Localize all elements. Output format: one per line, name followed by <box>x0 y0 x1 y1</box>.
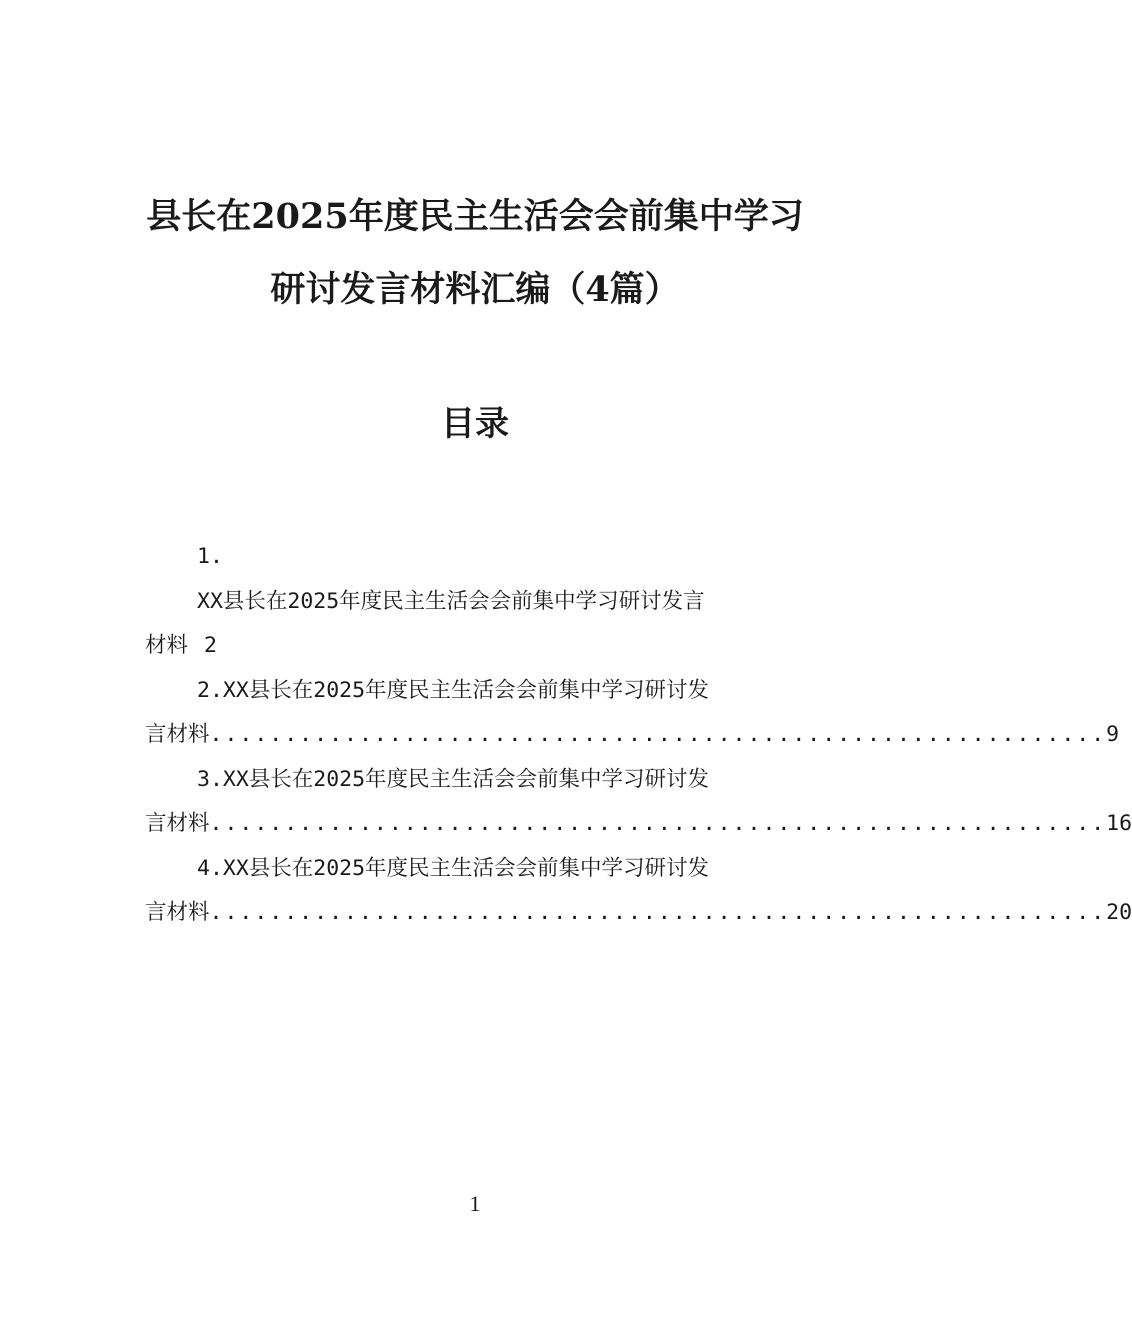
toc-entry-3-page: 16 <box>1106 811 1132 836</box>
toc-entry-1-title[interactable]: XX县长在2025年度民主生活会会前集中学习研讨发言 <box>197 589 705 614</box>
toc-entry-2-label: 言材料 <box>145 722 210 747</box>
toc-entry-3-label: 言材料 <box>145 811 210 836</box>
document-title-line-1: 县长在2025年度民主生活会会前集中学习 <box>146 196 804 237</box>
toc-entry-1-label: 材料 <box>145 633 189 658</box>
page-number: 1 <box>469 1191 481 1216</box>
toc-entry-4-page: 20 <box>1106 900 1132 925</box>
document-title-line-2: 研讨发言材料汇编（4篇） <box>270 269 680 310</box>
toc-entry-2-title[interactable]: 2.XX县长在2025年度民主生活会会前集中学习研讨发 <box>197 678 710 703</box>
toc-entry-2-continuation[interactable] <box>145 720 1120 750</box>
toc-entry-4-title[interactable]: 4.XX县长在2025年度民主生活会会前集中学习研讨发 <box>197 856 710 881</box>
toc-entry-1-number[interactable]: 1. <box>197 544 223 569</box>
toc-entry-4-leader: ............................................................ <box>209 900 1107 925</box>
toc-heading: 目录 <box>441 404 509 444</box>
toc-entry-3-title[interactable]: 3.XX县长在2025年度民主生活会会前集中学习研讨发 <box>197 767 710 792</box>
toc-entry-3-continuation[interactable] <box>145 809 1132 839</box>
toc-entry-2-leader: ............................................................ <box>209 722 1107 747</box>
toc-entry-4-continuation[interactable] <box>145 898 1132 928</box>
toc-entry-3-leader: ............................................................ <box>209 811 1107 836</box>
toc-entry-1-page: 2 <box>204 633 217 658</box>
toc-entry-1-continuation[interactable] <box>145 631 807 661</box>
toc-entry-2-page: 9 <box>1106 722 1120 747</box>
toc-entry-4-label: 言材料 <box>145 900 210 925</box>
